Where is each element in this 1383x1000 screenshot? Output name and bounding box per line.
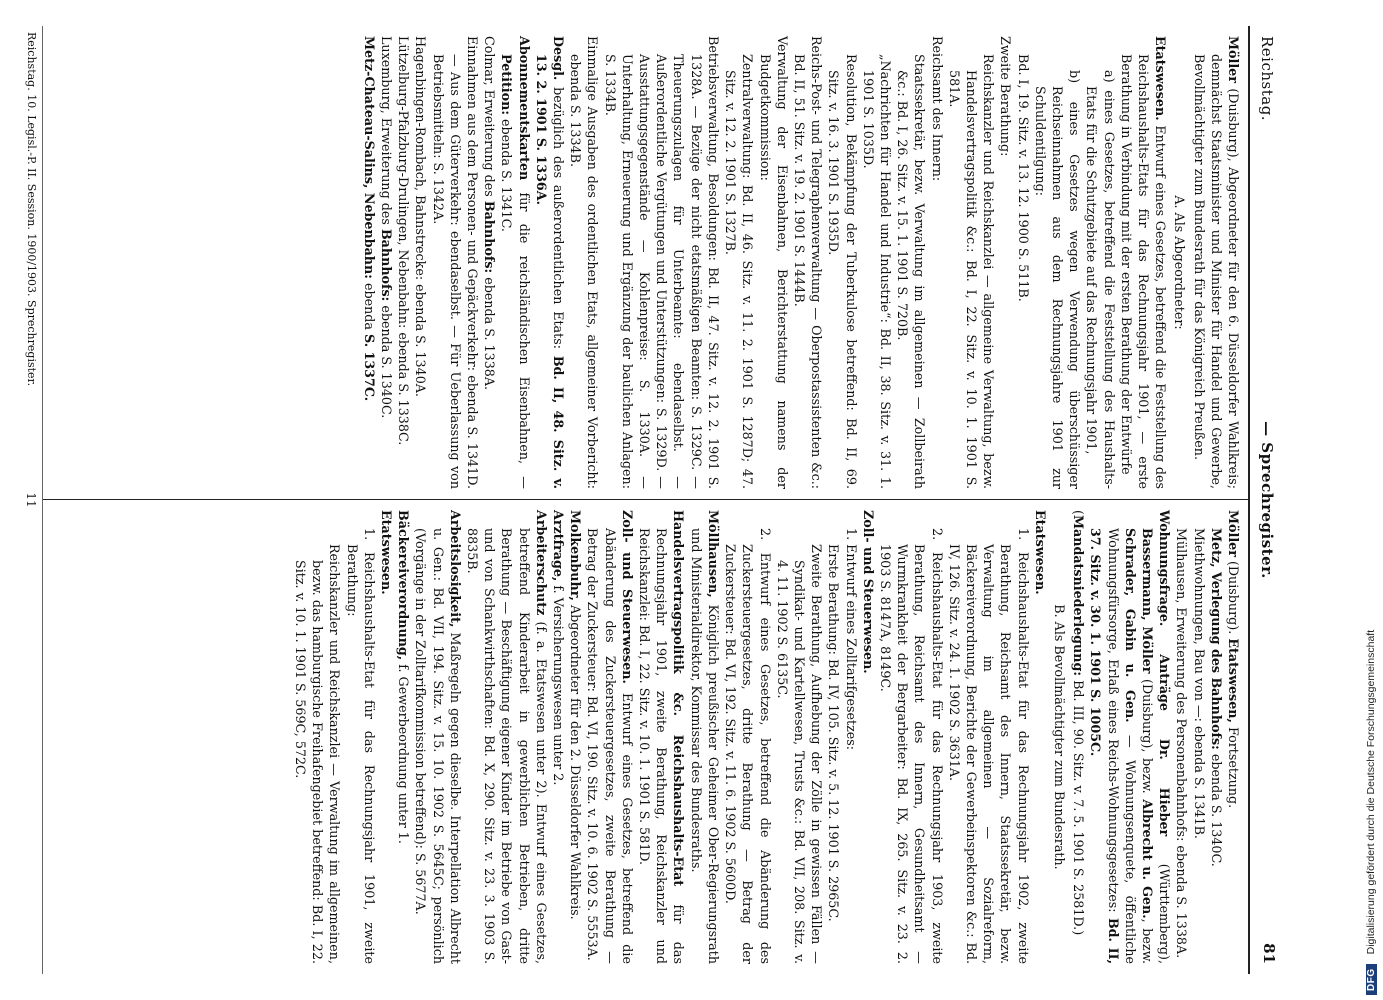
right-entry: Miethwohnungen, Bau von —: ebenda S. 1341B. bbox=[1191, 528, 1207, 839]
digitization-credit bbox=[1362, 5, 1380, 995]
left-column bbox=[43, 26, 1248, 500]
left-entry: Reichskanzler und Reichskanzlei — allgemeine Verwaltung, bezw. Handelsvertragspolitik &c.: Bd. I, 22. Sitz. v. 10. 1. 1901 S. 581A. bbox=[946, 54, 997, 489]
right-entry: Arztfrage, f. Versicherungswesen unter 2. bbox=[551, 510, 567, 786]
right-entry: Arbeitslosigkeit, Maßregeln gegen dieselbe. Interpellation Albrecht u. Gen.: Bd. VII, 194. Sitz. v. 15. 10. 1902 S. 5645C; persönlich (Vorgänge in der Zolltarifkommission betreffend): S. 5677A. bbox=[413, 510, 463, 964]
left-entry: Luxemburg, Erweiterung des Bahnhofs: ebenda S. 1340C. bbox=[379, 36, 395, 419]
left-entry: „Nachrichten für Handel und Industrie“: Bd. II, 38. Sitz. v. 31. 1. 1901 S. 1035D. bbox=[860, 54, 893, 489]
right-entry: Wohnungsfrage. Anträge Dr. Hieber (Württemberg), Bassermann, Möller (Duisburg), bezw. Albrecht u. Gen., bezw. Schrader, Gabin u. Gen. — Wohnungsenquete, öffentliche Wohnungsfürsorge, Erlaß eines Reichs-Wohnungsgesetzes: Bd. II, 37. Sitz. v. 30. 1. 1901 S. 1005C. bbox=[1088, 510, 1173, 965]
right-entry: Möller (Duisburg). Etatswesen, Fortsetzung. bbox=[1226, 510, 1241, 809]
left-entry: Einmalige Ausgaben des ordentlichen Etats, allgemeiner Vorbericht: ebenda S. 1334B. bbox=[568, 36, 601, 489]
page-header bbox=[1248, 26, 1284, 974]
left-entry: Etatswesen. Entwurf eines Gesetzes, betreffend die Feststellung des Reichshaushalts-Etats für das Rechnungsjahr 1901, — erste Berathung in Verbindung mit der ersten Berathung der Entwürfe bbox=[1118, 36, 1169, 489]
credit-text: Digitalisierung gefördert durch die Deutsche Forschungsgemeinschaft bbox=[1365, 629, 1377, 955]
left-entry: Verwaltung der Eisenbahnen, Berichterstattung namens der Budgetkommission: bbox=[757, 36, 790, 489]
right-entry: Zoll- und Steuerwesen. bbox=[860, 510, 876, 674]
right-entry: Etatswesen. bbox=[379, 510, 395, 595]
right-entry: Molkenbuhr, Abgeordneter für den 2. Düsseldorfer Wahlkreis. bbox=[568, 510, 584, 920]
left-entry: A. Als Abgeordneter: bbox=[1172, 195, 1188, 330]
left-entry: Zweite Berathung: bbox=[998, 36, 1014, 157]
two-column-body bbox=[43, 26, 1248, 974]
right-entry: Erste Berathung: Bd. IV, 105. Sitz. v. 5. 12. 1901 S. 2965C. bbox=[826, 544, 842, 922]
right-entry: Möllhausen, Königlich preußischer Geheimer Ober-Regierungsrath und Ministerialdirektor, Kommissar des Bundesraths. bbox=[688, 510, 721, 964]
right-entry: Arbeiterschutz (f. a. Etatswesen unter 2). Entwurf eines Gesetzes, betreffend Kinderarbeit in gewerblichen Betrieben, dritte Berathung — Beschäftigung eigener Kinder im Betriebe von Gast- und von Schankwirthschaften: Bd. X, 290. Sitz. v. 23. 3. 1903 S. 8835B. bbox=[465, 510, 549, 964]
left-entry: Einnahmen aus dem Personen- und Gepäckverkehr: ebenda S. 1341D. — Aus dem Güterverkehr: ebendaselbst. — Für Ueberlassung von Betriebsmitteln: S. 1342A. bbox=[430, 36, 481, 489]
left-entry: Bd. I, 19. Sitz. v. 13. 12. 1900 S. 511B. bbox=[1015, 54, 1031, 302]
left-entry: Zentralverwaltung: Bd. II, 46. Sitz. v. 11. 2. 1901 S. 1287D; 47. Sitz. v. 12. 2. 1901 S. 1327B. bbox=[723, 54, 756, 489]
right-entry: 2. Entwurf eines Gesetzes, betreffend die Abänderung des Zuckersteuergesetzes, dritte Berathung — Betrag der Zuckersteuer: Bd. VI, 192. Sitz. v. 11. 6. 1902 S. 5600D. bbox=[723, 528, 773, 964]
left-entry: b) eines Gesetzes wegen Verwendung überschüssiger Reichseinnahmen aus dem Rechnungsjahre 1901 zur Schuldentilgung: bbox=[1032, 70, 1083, 489]
left-entry: Resolution, Bekämpfung der Tuberkulose betreffend: Bd. II, 69. Sitz. v. 16. 3. 1901 S. 1935D. bbox=[826, 54, 859, 489]
left-entry: a) eines Gesetzes, betreffend die Feststellung des Haushalts-Etats für die Schutzgebiete auf das Rechnungsjahr 1901, bbox=[1084, 70, 1117, 489]
right-entry: Zweite Berathung, Aufhebung der Zölle in gewissen Fällen — Syndikat- und Kartellwesen, Trusts &c.: Bd. VII, 208. Sitz. v. 4. 11. 1902 S. 6135C. bbox=[774, 544, 825, 964]
left-entry: Möller (Duisburg), Abgeordneter für den 6. Düsseldorfer Wahlkreis; demnächst Staatsminister und Minister für Handel und Gewerbe, Bevollmächtigter zum Bundesrath für das Königreich Preußen. bbox=[1191, 36, 1241, 489]
right-entry: Mülhausen, Erweiterung des Personenbahnhofs: ebenda S. 1338A. bbox=[1174, 528, 1190, 959]
left-entry: Staatssekretär, bezw. Verwaltung im allgemeinen — Zollbeirath &c.: Bd. I, 26. Sitz. v. 15. 1. 1901 S. 720B. bbox=[895, 54, 928, 489]
right-entry: Metz, Verlegung des Bahnhofs: ebenda S. 1340C. bbox=[1208, 528, 1224, 867]
right-entry: B. Als Bevollmächtigter zum Bundesrath. bbox=[1051, 604, 1067, 870]
right-entry: 1. Reichshaushalts-Etat für das Rechnungsjahr 1902, zweite Berathung, Reichsamt des Innern, Staatssekretär, bezw. Verwaltung im allgemeinen — Sozialreform, Bäckereiverordnung, Berichte der Gewerbeinspektoren &c.: Bd. IV, 126. Sitz. v. 24. 1. 1902 S. 3631A. bbox=[946, 528, 1031, 964]
left-entry: Hagenbingen-Rombach, Bahnstrecke: ebenda S. 1340A. bbox=[413, 36, 429, 397]
left-entry: Lützelburg-Pfalzburg-Drulingen, Nebenbahn: ebenda S. 1338C. bbox=[396, 36, 412, 446]
right-entry: Reichskanzler und Reichskanzlei — Verwaltung im allgemeinen, bezw. das hamburgische Freihafengebiet betreffend: Bd. I, 22. Sitz. v. 10. 1. 1901 S. 569C, 572C. bbox=[293, 544, 343, 964]
header-title: — Sprechregister. bbox=[1258, 421, 1276, 579]
right-entry: Etatswesen. bbox=[1032, 510, 1048, 595]
footer-signature: 11 bbox=[24, 492, 38, 508]
page-number: 81 bbox=[1260, 943, 1278, 964]
right-entry: (Mandatsniederlegung: Bd. III, 90. Sitz. v. 7. 5. 1901 S. 2581D.) bbox=[1071, 510, 1087, 936]
left-entry: Reichsamt des Innern: bbox=[929, 36, 945, 182]
page-footer bbox=[16, 26, 43, 974]
dfg-logo-icon: DFG bbox=[1366, 964, 1377, 995]
right-column bbox=[43, 500, 1248, 974]
left-entry: Metz-Chateau-Salins, Nebenbahn: ebenda S. 1337C. bbox=[361, 36, 377, 402]
left-entry: Reichs-Post- und Telegraphenverwaltung — Oberpostassistenten &c.: Bd. II, 51. Sitz. v. 19. 2. 1901 S. 1444B. bbox=[791, 36, 825, 489]
right-entry: 2. Reichshaushalts-Etat für das Rechnungsjahr 1903, zweite Berathung, Reichsamt des Innern, Gesundheitsamt — Wurmkrankheit der Bergarbeiter: Bd. IX, 265. Sitz. v. 23. 2. 1903 S. 8147A, 8149C. bbox=[877, 528, 945, 964]
right-entry: 1. Reichshaushalts-Etat für das Rechnungsjahr 1901, zweite Berathung: bbox=[344, 528, 377, 964]
left-entry: Betriebsverwaltung, Besoldungen: Bd. II, 47. Sitz. v. 12. 2. 1901 S. 1328A. — Bezüge der nicht etatsmäßigen Beamten: S. 1329C. — Theuerungszulagen für Unterbeamte: ebendaselbst. — Außerordentliche Vergütungen und Unterstützungen: S. 1329D. — Ausstattungsgegenstände — Kohlenpreise: S. 1330A. — Unterhaltung, Erneuerung und Ergänzung der baulichen Anlagen: S. 1334B. bbox=[602, 36, 721, 489]
right-entry: Bäckereiverordnung, f. Gewerbeordnung unter 1. bbox=[396, 510, 412, 844]
right-entry: Zoll- und Steuerwesen. Entwurf eines Gesetzes, betreffend die Abänderung des Zuckersteuergesetzes, zweite Berathung — Betrag der Zuckersteuer: Bd. VI, 190. Sitz. v. 10. 6. 1902 S. 5553A. bbox=[585, 510, 635, 964]
left-entry: Abonnementskarten für die reichsländischen Eisenbahnen, — Petition: ebenda S. 1341C. bbox=[499, 36, 532, 489]
footer-note: Reichstag. 10. Legisl.-P. II. Session. 1900/1903. Sprechregister. bbox=[25, 32, 38, 387]
right-entry: Handelsvertragspolitik &c. Reichshaushalts-Etat für das Rechnungsjahr 1901, zweite Berathung, Reichskanzler und Reichskanzlei: Bd. I, 22. Sitz. v. 10. 1. 1901 S. 581D. bbox=[637, 510, 687, 964]
left-entry: Desgl. bezüglich des außerordentlichen Etats: Bd. II, 48. Sitz. v. 13. 2. 1901 S. 1336A. bbox=[533, 36, 567, 489]
right-entry: 1. Entwurf eines Zolltarifgesetzes: bbox=[843, 528, 859, 751]
header-left: Reichstag. bbox=[1258, 36, 1276, 122]
left-entry: Colmar, Erweiterung des Bahnhofs: ebenda S. 1338A. bbox=[482, 36, 498, 391]
